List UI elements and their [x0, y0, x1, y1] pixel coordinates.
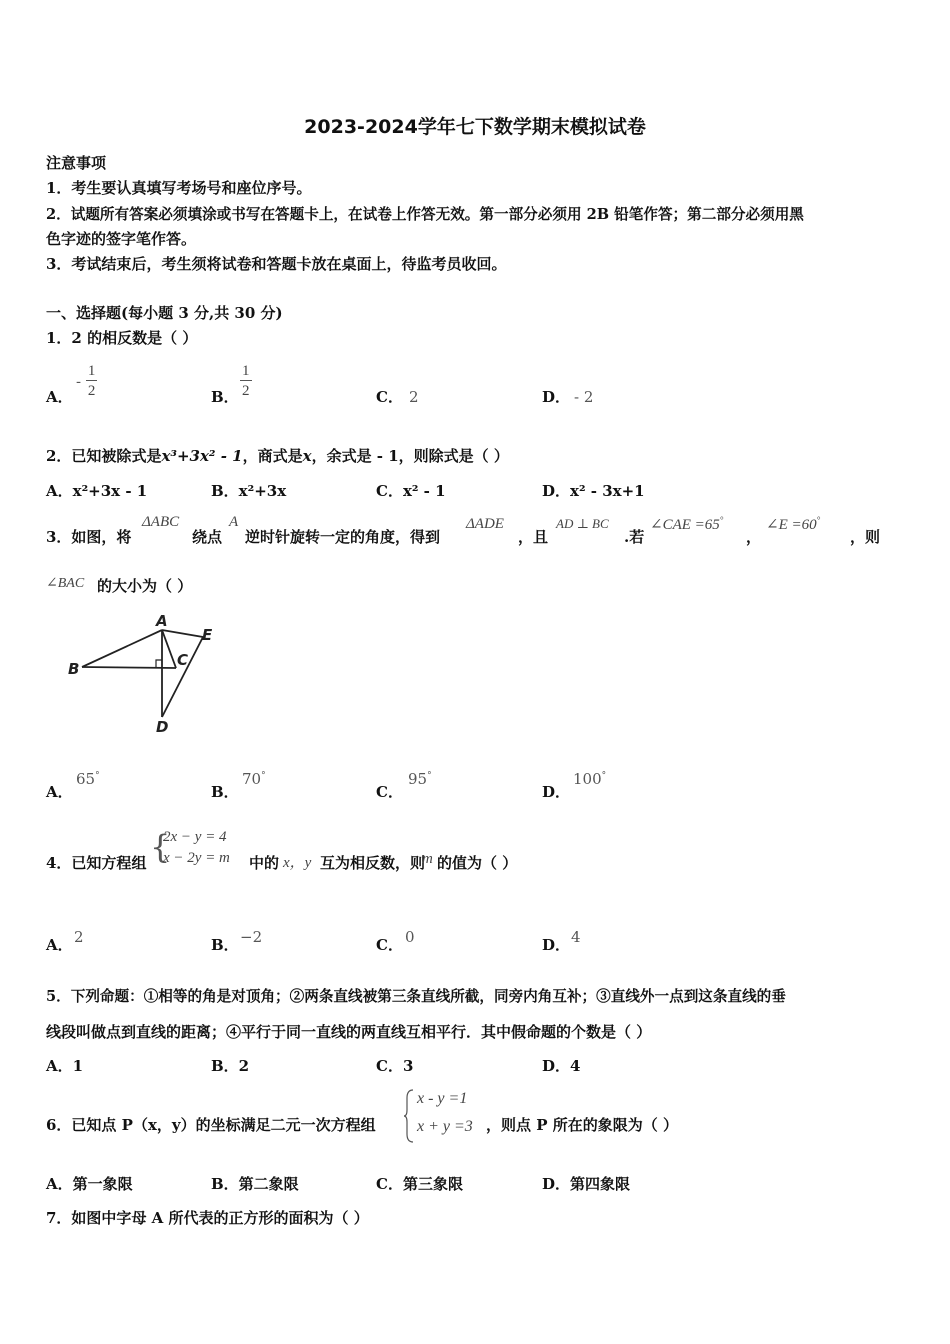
math-triangle-abc: ΔABC: [142, 514, 180, 530]
vertex-label-a: A: [156, 612, 168, 630]
question-7-stem: 7．如图中字母 A 所代表的正方形的面积为（ ）: [46, 1209, 369, 1227]
math-xy: x，y: [283, 855, 312, 871]
notice-heading: 注意事项: [46, 154, 107, 172]
q3-option-d-value: 100°: [573, 770, 607, 788]
q3-option-d-label: D．: [542, 783, 571, 801]
question-5-line-1: 5．下列命题：①相等的角是对顶角；②两条直线被第三条直线所截，同旁内角互补；③直线外一点到这条直线的垂: [46, 988, 786, 1005]
fraction: $\frac{1}{2}$: [242, 363, 250, 399]
q2-option-d: D．x² - 3x+1: [542, 482, 645, 500]
question-5-line-2: 线段叫做点到直线的距离；④平行于同一直线的两直线互相平行．其中假命题的个数是（ ）: [46, 1023, 652, 1041]
q2-option-a: A．x²+3x - 1: [46, 482, 148, 500]
q5-option-d: D．4: [542, 1057, 581, 1075]
fraction: $\frac{1}{2}$: [87, 363, 96, 399]
q3-text: ，则: [850, 528, 881, 546]
q4-option-b-label: B．: [211, 936, 239, 954]
q5-option-a: A．1: [46, 1057, 84, 1075]
q4-option-c-label: C．: [376, 936, 403, 954]
minus-sign: -: [76, 372, 82, 391]
notice-item: 1．考生要认真填写考场号和座位序号。: [46, 179, 312, 197]
q5-option-c: C．3: [376, 1057, 414, 1075]
q4-option-a-label: A．: [46, 936, 73, 954]
q1-option-d-value: - 2: [574, 388, 594, 406]
math-triangle-ade: ΔADE: [466, 516, 504, 532]
equation-2: x − 2y = m: [163, 850, 230, 866]
question-1-stem: 1．2 的相反数是（ ）: [46, 329, 198, 347]
section-heading: 一、选择题(每小题 3 分,共 30 分): [46, 304, 283, 322]
q6-option-b: B．第二象限: [211, 1175, 299, 1193]
q6-text: ，则点 P 所在的象限为（ ）: [486, 1116, 678, 1134]
equation-2: x + y =3: [417, 1118, 473, 1135]
notice-item: 3．考试结束后，考生须将试卷和答题卡放在桌面上，待监考员收回。: [46, 255, 507, 273]
q3-text: 逆时针旋转一定的角度，得到: [245, 528, 441, 546]
equation-1: 2x − y = 4: [163, 829, 227, 845]
q1-option-d-label: D．: [542, 388, 571, 406]
equation-1: x - y =1: [417, 1090, 468, 1107]
vertex-label-b: B: [68, 660, 80, 678]
question-6-label: 6．已知点 P（x，y）的坐标满足二元一次方程组: [46, 1116, 376, 1134]
q3-text: ，: [746, 528, 762, 546]
brace: {: [150, 828, 171, 866]
math-angle-e: ∠E =60°: [766, 515, 821, 533]
q3-option-a-label: A．: [46, 783, 73, 801]
math-perpendicular: AD ⊥ BC: [556, 516, 609, 531]
q3-text: .若: [624, 528, 645, 546]
q3-text: ，且: [518, 528, 549, 546]
q4-text: 中的: [249, 854, 280, 872]
q4-text: 的值为（ ）: [437, 854, 518, 872]
question-2-stem: 2．已知被除式是x³+3x² - 1，商式是x，余式是 - 1，则除式是（ ）: [46, 447, 509, 465]
q5-option-b: B．2: [211, 1057, 250, 1075]
q6-option-c: C．第三象限: [376, 1175, 463, 1193]
q6-option-d: D．第四象限: [542, 1175, 631, 1193]
question-4-label: 4．已知方程组: [46, 854, 147, 872]
vertex-label-d: D: [156, 718, 169, 736]
q4-option-d-value: 4: [571, 928, 581, 946]
math-m: m: [422, 851, 433, 867]
q3-option-b-label: B．: [211, 783, 239, 801]
q1-option-a-label: A．: [46, 388, 73, 406]
q3-option-b-value: 70°: [242, 770, 266, 788]
q4-option-a-value: 2: [74, 928, 84, 946]
q4-option-d-label: D．: [542, 936, 571, 954]
q4-option-b-value: −2: [240, 928, 263, 946]
triangle-figure: [40, 610, 240, 740]
q4-option-c-value: 0: [405, 928, 415, 946]
q3-text: 的大小为（ ）: [97, 577, 193, 595]
vertex-label-e: E: [202, 626, 213, 644]
q1-option-b-label: B．: [211, 388, 239, 406]
q2-option-c: C．x² - 1: [376, 482, 446, 500]
notice-item: 2．试题所有答案必须填涂或书写在答题卡上，在试卷上作答无效。第一部分必须用 2B 铅笔作答；第二部分必须用黑: [46, 206, 804, 223]
q3-text: 绕点: [192, 528, 223, 546]
q1-option-c-label: C．: [376, 388, 403, 406]
q3-option-a-value: 65°: [76, 770, 100, 788]
page-title: 2023-2024学年七下数学期末模拟试卷: [304, 116, 646, 138]
q1-option-b-value: [240, 362, 252, 401]
q2-option-b: B．x²+3x: [211, 482, 287, 500]
notice-item: 色字迹的签字笔作答。: [46, 230, 197, 248]
q4-text: 互为相反数，则: [320, 854, 426, 872]
math-point-a: A: [229, 514, 239, 530]
vertex-label-c: C: [177, 651, 189, 669]
math-angle-cae: ∠CAE =65°: [650, 515, 724, 533]
question-3-label: 3．如图，将: [46, 528, 132, 546]
q1-option-a-value: [76, 362, 97, 401]
q3-option-c-value: 95°: [408, 770, 432, 788]
q6-option-a: A．第一象限: [46, 1175, 133, 1193]
brace: [403, 1088, 415, 1144]
math-angle-bac: ∠BAC: [46, 576, 85, 591]
q1-option-c-value: 2: [409, 388, 419, 406]
q3-option-c-label: C．: [376, 783, 403, 801]
